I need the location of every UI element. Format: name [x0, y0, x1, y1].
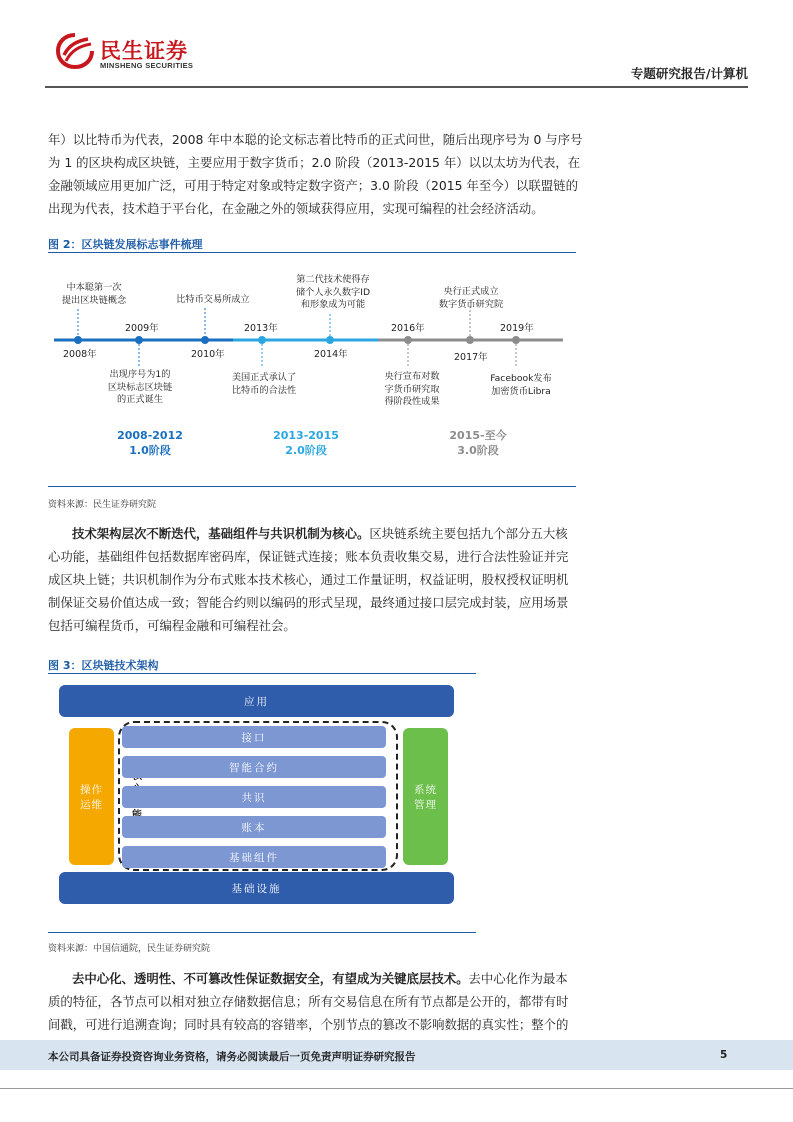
footer-rule [0, 1088, 793, 1089]
phase-1: 2008-2012 1.0阶段 [117, 429, 183, 457]
paragraph-line: 质的特征，各节点可以相对独立存储数据信息；所有交易信息在所有节点都是公开的，都带有时 [48, 994, 569, 1009]
figure2-title: 图 2：区块链发展标志事件梳理 [48, 238, 203, 251]
phase-3: 2015-至今 3.0阶段 [449, 429, 507, 457]
timeline-node [135, 336, 143, 344]
year-2017: 2017年 [454, 352, 488, 363]
layer-consensus: 共识 [122, 786, 386, 808]
paragraph-line: 年）以比特币为代表，2008 年中本聪的论文标志着比特币的正式问世，随后出现序号为 0 与序号 [48, 132, 583, 147]
layer-ledger: 账本 [122, 816, 386, 838]
event-2008: 中本聪第一次 提出区块链概念 [61, 282, 127, 306]
body-paragraph: 技术架构层次不断迭代，基础组件与共识机制为核心。区块链系统主要包括九个部分五大核 心功能，基础组件包括数据库密码库，保证链式连接；账本负责收集交易，进行合法性验证并完 成区块上链；共识机制作为分布式账本技术核心，通过工作量证明，权益证明，股权授权证明机 制保证交易价值达成一致；智能合约则以编码的形式呈现，最终通过接口层完成封装，应用场景 包括可编程货币，可编程金融和可编程社会。 [48, 522, 608, 637]
paragraph-line: 成区块上链；共识机制作为分布式账本技术核心，通过工作量证明，权益证明，股权授权证明机 [48, 572, 569, 587]
logo-cn: 民生证券 [100, 39, 188, 63]
event-2019: Facebook发布 加密货币Libra [490, 373, 552, 397]
paragraph-line: 间戳，可进行追溯查询；同时具有较高的容错率，个别节点的篡改不影响数据的真实性；整个的 [48, 1017, 569, 1032]
timeline-node [466, 336, 474, 344]
figure2-bottom-rule [48, 486, 576, 487]
intro-paragraph [48, 128, 608, 220]
year-2008: 2008年 [63, 349, 97, 360]
body-bold-lead: 技术架构层次不断迭代，基础组件与共识机制为核心。 [72, 526, 370, 541]
event-2013: 美国正式承认了 比特币的合法性 [231, 372, 297, 396]
figure3-title-rule [48, 673, 476, 674]
paragraph-line: 制保证交易价值达成一致；智能合约则以编码的形式呈现，最终通过接口层完成封装，应用场景 [48, 595, 569, 610]
figure3-title: 图 3：区块链技术架构 [48, 659, 159, 672]
paragraph-line: 金融领域应用更加广泛，可用于特定对象或特定数字资产；3.0 阶段（2015 年至今）以联盟链的 [48, 178, 578, 193]
figure2-source: 资料来源：民生证券研究院 [48, 500, 157, 510]
timeline-node [326, 336, 334, 344]
figure3-bottom-rule [48, 932, 476, 933]
paragraph-line: 包括可编程货币，可编程金融和可编程社会。 [48, 618, 296, 633]
timeline-node [404, 336, 412, 344]
event-2016: 央行宣布对数 字货币研究取 得阶段性成果 [384, 371, 440, 407]
figure2-title-rule [48, 252, 576, 253]
layer-base-components: 基础组件 [122, 846, 386, 868]
arch-system-management: 系统 管理 [403, 728, 448, 865]
report-tag: 专题研究报告/计算机 [630, 66, 748, 81]
year-2010: 2010年 [191, 349, 225, 360]
paragraph-line: 心功能，基础组件包括数据库密码库，保证链式连接；账本负责收集交易，进行合法性验证并完 [48, 549, 569, 564]
paragraph-line: 出现为代表，技术趋于平台化，在金融之外的领域获得应用，实现可编程的社会经济活动。 [48, 201, 544, 216]
year-2016: 2016年 [391, 323, 425, 334]
layer-smart-contract: 智能合约 [122, 756, 386, 778]
final-paragraph: 去中心化、透明性、不可篡改性保证数据安全，有望成为关键底层技术。去中心化作为最本 质的特征，各节点可以相对独立存储数据信息；所有交易信息在所有节点都是公开的，都带有时 间戳，可进行追溯查询；同时具有较高的容错率，个别节点的篡改不影响数据的真实性；整个的 [48, 967, 608, 1036]
year-2009: 2009年 [125, 323, 159, 334]
layer-interface: 接口 [122, 726, 386, 748]
arch-application: 应用 [59, 685, 454, 717]
timeline-node [74, 336, 82, 344]
header-divider [45, 86, 748, 88]
minsheng-logo-icon [55, 33, 95, 69]
event-2009: 出现序号为1的 区块标志区块链 的正式诞生 [107, 369, 173, 405]
paragraph-line: 为 1 的区块构成区块链，主要应用于数字货币；2.0 阶段（2013-2015 年）以以太坊为代表，在 [48, 155, 581, 170]
event-2010: 比特币交易所成立 [176, 294, 250, 305]
arch-operations: 操作 运维 [69, 728, 114, 865]
year-2013: 2013年 [244, 323, 278, 334]
year-2019: 2019年 [500, 323, 534, 334]
event-2017: 央行正式成立 数字货币研究院 [438, 286, 504, 310]
page-number: 5 [720, 1049, 728, 1061]
timeline-node [258, 336, 266, 344]
arch-infrastructure: 基础设施 [59, 872, 454, 904]
year-2014: 2014年 [314, 349, 348, 360]
event-2014: 第二代技术使得存 储个人永久数字ID 和形象成为可能 [295, 274, 371, 310]
final-bold-lead: 去中心化、透明性、不可篡改性保证数据安全，有望成为关键底层技术。 [72, 971, 469, 986]
footer-disclaimer: 本公司具备证券投资咨询业务资格，请务必阅读最后一页免责声明证券研究报告 [48, 1051, 416, 1063]
phase-2: 2013-2015 2.0阶段 [273, 429, 339, 457]
timeline-node [201, 336, 209, 344]
timeline-node [512, 336, 520, 344]
logo-en: MINSHENG SECURITIES [100, 61, 194, 70]
figure3-source: 资料来源：中国信通院，民生证券研究院 [48, 944, 211, 954]
